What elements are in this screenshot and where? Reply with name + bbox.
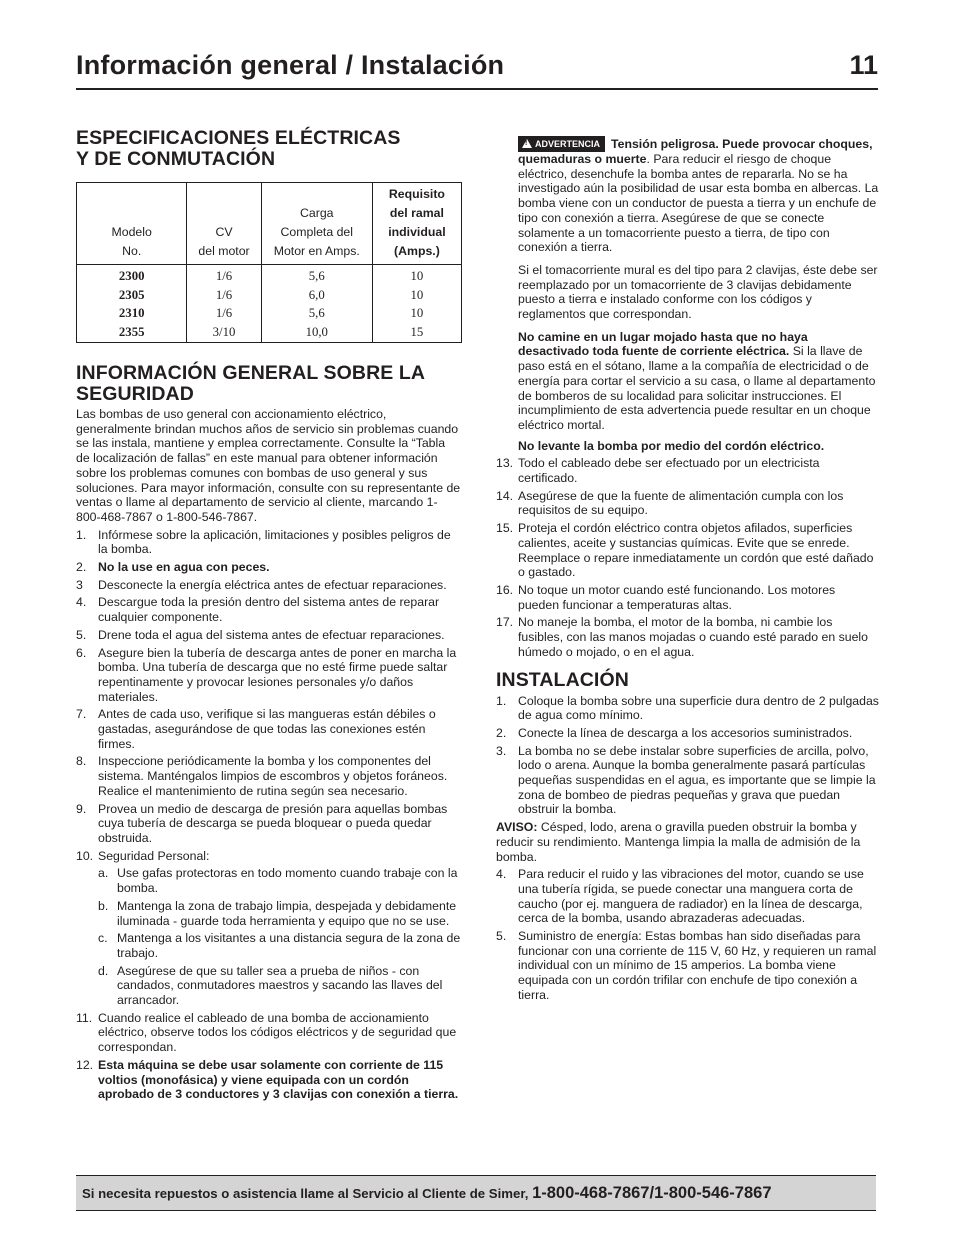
- footer-phone: 1-800-468-7867/1-800-546-7867: [532, 1184, 772, 1202]
- safety-list: [76, 528, 462, 1102]
- list-item: 13. Todo el cableado debe ser efectuado por un electricista certificado.: [496, 456, 820, 486]
- safety-intro: Las bombas de uso general con accionamiento eléctrico, generalmente brindan muchos años de servicio sin problemas cuando se las instala, mantiene y emplea correctamente. Consulte la “Tabla de localización de fallas” en este manual para obtener información sobre los problemas comunes con bombas de uso general y sus soluciones. Para mayor información, consulte con su representante de ventas o llame al departamento de servicio al cliente, marcando 1-800-468-7867 o 1-800-546-7867.: [76, 407, 461, 524]
- list-item: 14. Asegúrese de que la fuente de alimentación cumpla con los requisitos de su equipo.: [496, 488, 844, 518]
- list-item: 1. Coloque la bomba sobre una superficie dura dentro de 2 pulgadas de agua como mínimo.: [496, 693, 879, 723]
- warning-badge: !ADVERTENCIA: [518, 136, 605, 152]
- right-column: [496, 136, 879, 1003]
- list-item: 5. Drene toda el agua del sistema antes de efectuar reparaciones.: [76, 627, 445, 642]
- list-item: d. Asegúrese de que su taller sea a prueba de niños - con candados, conmutadores maestros y sacando las llaves del arrancador.: [98, 963, 443, 1008]
- footer-bar: [76, 1175, 876, 1211]
- list-item: 16. No toque un motor cuando esté funcionando. Los motores pueden funcionar a temperaturas altas.: [496, 582, 836, 612]
- table-row: 2355 3/10 10,0 15: [77, 323, 462, 343]
- page-number: 11: [849, 50, 878, 80]
- table-row: 2310 1/6 5,6 10: [77, 304, 462, 323]
- specs-table: [76, 182, 462, 343]
- personal-safety-list: [98, 866, 462, 1007]
- list-item: 10. Seguridad Personal: a. Use gafas protectoras en todo momento cuando trabaje con la bomba. b. Mantenga la zona de trabajo limpia, despejada y debidamente iluminada - guarde toda herramienta y equipo que no se use. c. Mantenga a los visitantes a una distancia segura de la zona de trabajo. d. Asegúrese de que su taller sea a prueba de niños - con candados, conmutadores maestros y sacando las llaves del arrancador.: [76, 848, 461, 1008]
- list-item: 3. La bomba no se debe instalar sobre superficies de arcilla, polvo, lodo o arena. Aunque la bomba generalmente pasará partículas pequeñas suspendidas en el agua, es importante que se limpie la zona de bombeo de piedras pequeñas y grava que puedan obstruir la bomba.: [496, 743, 876, 817]
- safety-heading: INFORMACIÓN GENERAL SOBRE LA SEGURIDAD: [76, 362, 426, 405]
- list-item: 9. Provea un medio de descarga de presión para aquellas bombas cuya tubería de descarga se pueda bloquear o pueda quedar obstruida.: [76, 801, 448, 845]
- left-column: [76, 128, 462, 1102]
- col-header-hp: CV del motor: [187, 183, 261, 265]
- list-item: 15. Proteja el cordón eléctrico contra objetos afilados, superficies calientes, aceite y sustancias químicas. Evite que se enrede. Reemplace o repare inmediatamente un cordón que esté dañado o gastado.: [496, 521, 874, 580]
- aviso-note: AVISO: Césped, lodo, arena o gravilla pueden obstruir la bomba y reducir su rendimiento. Mantenga limpia la malla de admisión de la bomba.: [496, 820, 861, 864]
- list-item: 7. Antes de cada uso, verifique si las mangueras están débiles o gastadas, asegurándose de que todas las conexiones estén firmes.: [76, 707, 436, 751]
- col-header-load: Carga Completa del Motor en Amps.: [261, 183, 372, 265]
- warning-wet-paragraph: No camine en un lugar mojado hasta que no haya desactivado toda fuente de corriente eléctrica. Si la llave de paso está en el sótano, llame a la compañía de electricidad o de energía para cortar el servicio a su casa, o llame al departamento de bomberos de su localidad para solicitar instrucciones. El incumplimiento de esta advertencia puede resultar en un choque eléctrico mortal.: [518, 329, 876, 432]
- list-item: 3 Desconecte la energía eléctrica antes de efectuar reparaciones.: [76, 577, 447, 592]
- safety-list-continued: [496, 456, 879, 659]
- installation-heading: INSTALACIÓN: [496, 668, 629, 691]
- warning-outlet-paragraph: Si el tomacorriente mural es del tipo para 2 clavijas, éste debe ser reemplazado por un tomacorriente de 3 clavijas debidamente puesto a tierra e instalado conforme con los códigos y reglamentos que correspondan.: [518, 262, 878, 322]
- list-item: 6. Asegure bien la tubería de descarga antes de poner en marcha la bomba. Una tubería de descarga que no esté firme puede saltar repentinamente y provocar lesiones personales y/o daños materiales.: [76, 645, 457, 704]
- col-header-model: Modelo No.: [77, 183, 187, 265]
- warning-cord-paragraph: No levante la bomba por medio del cordón eléctrico.: [518, 438, 825, 453]
- list-item: 2. Conecte la línea de descarga a los accesorios suministrados.: [496, 725, 853, 740]
- list-item: 2. No la use en agua con peces.: [76, 560, 270, 575]
- table-row: 2300 1/6 5,6 10: [77, 265, 462, 286]
- list-item: 8. Inspeccione periódicamente la bomba y los componentes del sistema. Manténgalos limpios de escombros y objetos foráneos. Realice el mantenimiento de rutina según sea necesario.: [76, 754, 448, 798]
- installation-list: [496, 694, 879, 818]
- col-header-branch: Requisito del ramal individual (Amps.): [372, 183, 461, 265]
- list-item: 5. Suministro de energía: Estas bombas han sido diseñadas para funcionar con una corriente de 115 V, 60 Hz, y requieren un ramal individual con un mínimo de 15 amperios. La bomba viene equipada con un cordón trifilar con enchufe de tipo conexión a tierra.: [496, 929, 877, 1002]
- specs-heading: ESPECIFICACIONES ELÉCTRICAS Y DE CONMUTACIÓN: [76, 127, 401, 170]
- list-item: a. Use gafas protectoras en todo momento cuando trabaje con la bomba.: [98, 866, 458, 896]
- list-item: 4. Para reducir el ruido y las vibraciones del motor, cuando se use una tubería rígida, se puede conectar una manguera corta de caucho (por ej. manguera de radiador) en la línea de descarga, cerca de la bomba, usando abrazaderas adecuadas.: [496, 867, 864, 926]
- page-header: [76, 50, 878, 90]
- warning-block: !ADVERTENCIA Tensión peligrosa. Puede provocar choques, quemaduras o muerte. Para reducir el riesgo de choque eléctrico, desenchufe la bomba antes de repararla. No se ha investigado aún la posibilidad de usar esta bomba en albercas. La bomba viene con un conductor de puesta a tierra y un enchufe de tipo con conexión a tierra. Asegúrese de que se conecte solamente a un tomacorriente puesto a tierra, de tipo con conexión a tierra.: [496, 136, 879, 255]
- warning-triangle-icon: [522, 139, 532, 148]
- list-item: b. Mantenga la zona de trabajo limpia, despejada y debidamente iluminada - guarde toda herramienta y equipo que no se use.: [98, 898, 457, 928]
- list-item: 17. No maneje la bomba, el motor de la bomba, ni cambie los fusibles, con las manos mojadas o cuando esté parado en suelo húmedo o mojado, o en el agua.: [496, 615, 868, 659]
- table-row: 2305 1/6 6,0 10: [77, 286, 462, 305]
- page-title: Información general / Instalación: [76, 50, 505, 80]
- list-item: 12. Esta máquina se debe usar solamente con corriente de 115 voltios (monofásica) y viene equipada con un cordón aprobado de 3 conductores y 3 clavijas con conexión a tierra.: [76, 1057, 459, 1102]
- footer-text: Si necesita repuestos o asistencia llame al Servicio al Cliente de Simer, 1-800-468-7867/1-800-546-7867: [82, 1184, 772, 1202]
- list-item: 11. Cuando realice el cableado de una bomba de accionamiento eléctrico, observe todos los códigos eléctricos y de seguridad que correspondan.: [76, 1010, 457, 1055]
- list-item: c. Mantenga a los visitantes a una distancia segura de la zona de trabajo.: [98, 931, 461, 960]
- list-item: 1. Infórmese sobre la aplicación, limitaciones y posibles peligros de la bomba.: [76, 527, 451, 557]
- list-item: 4. Descargue toda la presión dentro del sistema antes de reparar cualquier componente.: [76, 595, 440, 625]
- installation-list-continued: [496, 867, 879, 1002]
